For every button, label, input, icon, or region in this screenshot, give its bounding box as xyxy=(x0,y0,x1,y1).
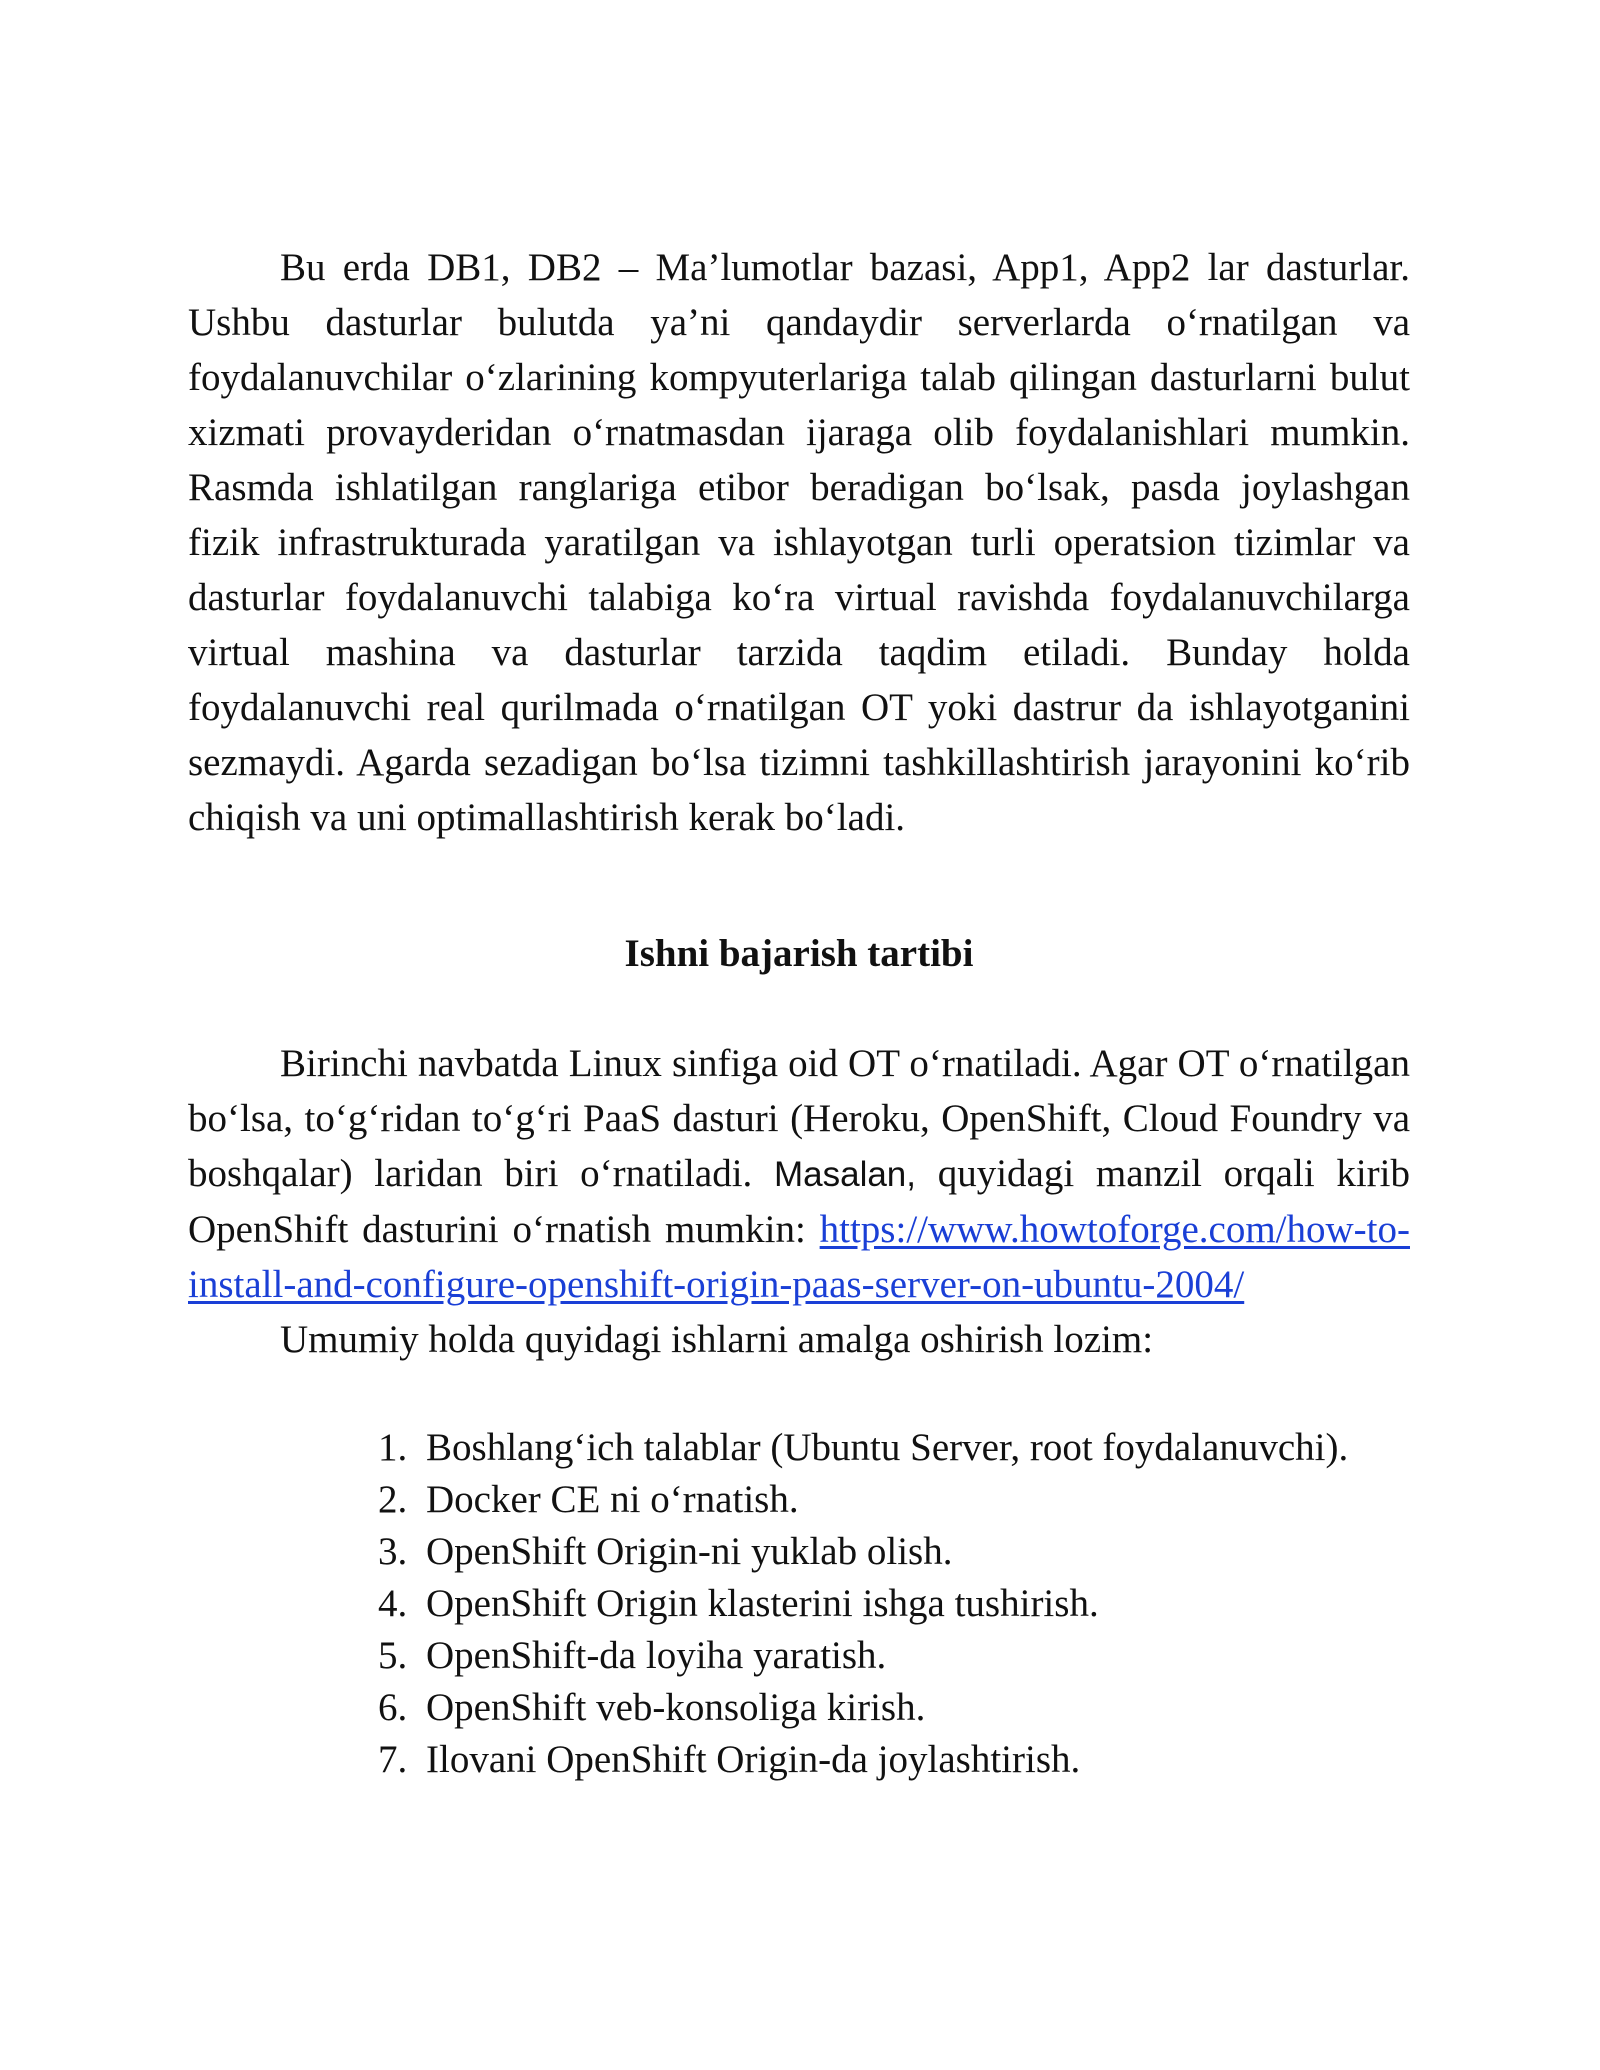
step-number: 4. xyxy=(378,1582,408,1625)
instructions-paragraph xyxy=(188,1036,1410,1312)
step-number: 1. xyxy=(378,1426,408,1469)
step-text: OpenShift Origin klasterini ishga tushirish. xyxy=(426,1582,1099,1625)
step-text: OpenShift Origin-ni yuklab olish. xyxy=(426,1530,953,1573)
list-item xyxy=(378,1682,1410,1734)
list-item xyxy=(378,1630,1410,1682)
step-text: Ilovani OpenShift Origin-da joylashtirish. xyxy=(426,1738,1081,1781)
step-text: Docker CE ni o‘rnatish. xyxy=(426,1478,799,1521)
step-number: 3. xyxy=(378,1530,408,1573)
document-page xyxy=(188,240,1410,1786)
summary-paragraph: Umumiy holda quyidagi ishlarni amalga oshirish lozim: xyxy=(280,1318,1154,1361)
list-item xyxy=(378,1734,1410,1786)
section-heading: Ishni bajarish tartibi xyxy=(624,932,974,975)
list-item xyxy=(378,1578,1410,1630)
steps-list xyxy=(188,1422,1410,1786)
step-number: 5. xyxy=(378,1634,408,1677)
step-text: Boshlang‘ich talablar (Ubuntu Server, root foydalanuvchi). xyxy=(426,1426,1349,1469)
openshift-guide-link[interactable]: https://www.howtoforge.com/how-to-install-and-configure-openshift-origin-paas-server-on-ubuntu-2004/ xyxy=(188,1208,1410,1306)
step-text: OpenShift-da loyiha yaratish. xyxy=(426,1634,887,1677)
list-item xyxy=(378,1422,1410,1474)
step-text: OpenShift veb-konsoliga kirish. xyxy=(426,1686,926,1729)
instructions-text-b: quyidagi manzil orqali kirib OpenShift dasturini o‘rnatish mumkin: xyxy=(188,1152,1410,1251)
intro-paragraph: Bu erda DB1, DB2 – Ma’lumotlar bazasi, App1, App2 lar dasturlar. Ushbu dasturlar bulutda ya’ni qandaydir serverlarda o‘rnatilgan va foydalanuvchilar o‘zlarining kompyuterlariga talab qilingan dasturlarni bulut xizmati provayderidan o‘rnatmasdan ijaraga olib foydalanishlari mumkin. Rasmda ishlatilgan ranglariga etibor beradigan bo‘lsak, pasda joylashgan fizik infrastrukturada yaratilgan va ishlayotgan turli operatsion tizimlar va dasturlar foydalanuvchi talabiga ko‘ra virtual ravishda foydalanuvchilarga virtual mashina va dasturlar tarzida taqdim etiladi. Bunday holda foydalanuvchi real qurilmada o‘rnatilgan OT yoki dastrur da ishlayotganini sezmaydi. Agarda sezadigan bo‘lsa tizimni tashkillashtirish jarayonini ko‘rib chiqish va uni optimallashtirish kerak bo‘ladi. xyxy=(188,246,1410,839)
list-item xyxy=(378,1474,1410,1526)
instructions-text-sans: Masalan, xyxy=(773,1155,917,1194)
list-item xyxy=(378,1526,1410,1578)
step-number: 7. xyxy=(378,1738,408,1781)
step-number: 6. xyxy=(378,1686,408,1729)
instructions-text-a: Birinchi navbatda Linux sinfiga oid OT o‘rnatiladi. Agar OT o‘rnatilgan bo‘lsa, to‘g‘ridan to‘g‘ri PaaS dasturi (Heroku, OpenShift, Cloud Foundry va boshqalar) laridan biri o‘rnatiladi. xyxy=(188,1042,1410,1195)
step-number: 2. xyxy=(378,1478,408,1521)
